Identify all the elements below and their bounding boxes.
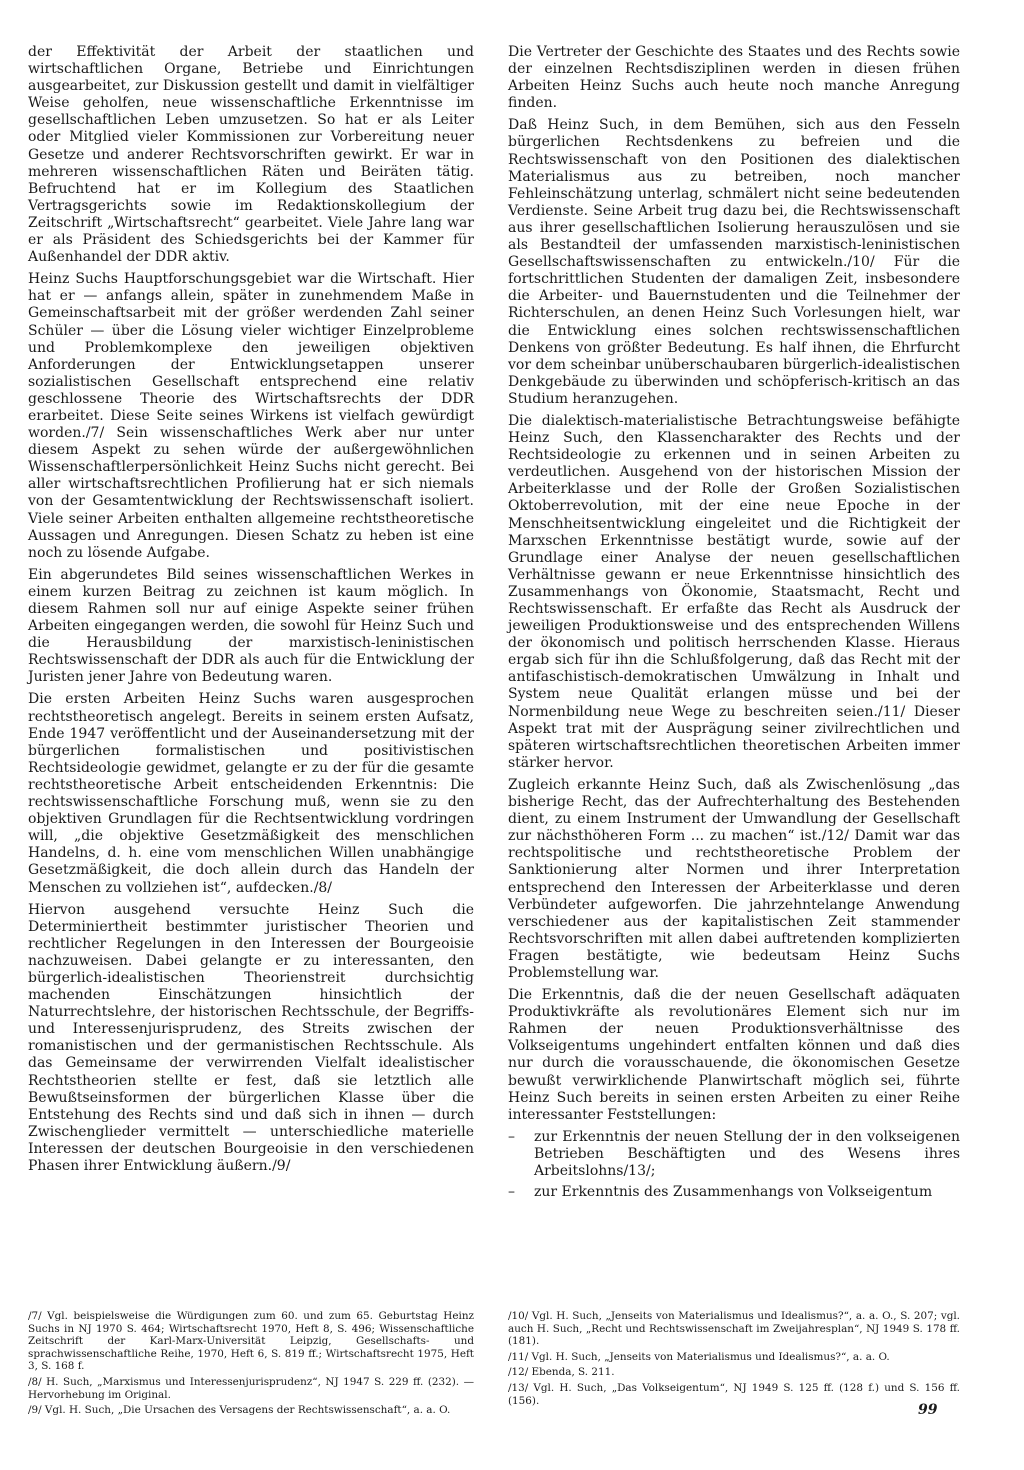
bullet-text: zur Erkenntnis des Zusammenhangs von Volkseigentum — [534, 1183, 933, 1200]
footnote: /11/ Vgl. H. Such, „Jenseits von Materialismus und Idealismus?“, a. a. O. — [508, 1350, 890, 1363]
footnote: /8/ H. Such, „Marxismus und Interessenjurisprudenz“, NJ 1947 S. 229 ff. (232). — Hervorhebung im Original. — [28, 1375, 474, 1401]
bullet-dash: – — [508, 1183, 515, 1200]
paragraph: Hiervon ausgehend versuchte Heinz Such die Determiniertheit bestimmter juristischer Theorien und rechtlicher Regelungen in den Interessen der Bourgeoisie nachzuweisen. Dabei gelangte er zu interessanten, den bürgerlich-idealistischen Theorienstreit durchsichtig machenden Einschätzungen hinsichtlich der Naturrechtslehre, der historischen Rechtsschule, der Begriffs- und Interessenjurisprudenz, des Streits zwischen der romanistischen und der germanistischen Rechtsschule. Als das Gemeinsame der verwirrenden Vielfalt idealistischer Rechtstheorien stellte er fest, daß sie letztlich alle Bewußtseinsformen der bürgerlichen Klasse über die Entstehung des Rechts sind und daß sich in ihnen — durch Zwischenglieder vermittelt — unterschiedliche materielle Interessen der deutschen Bourgeoisie in den verschiedenen Phasen ihrer Entwicklung äußern./9/ — [28, 901, 474, 1174]
paragraph: Die Erkenntnis, daß die der neuen Gesellschaft adäquaten Produktivkräfte als revolutionäres Element sich nur im Rahmen der neuen Produktionsverhältnisse des Volkseigentums ungehindert entfalten können und daß dies nur durch die vorausschauende, die ökonomischen Gesetze bewußt verwirklichende Planwirtschaft möglich sei, führte Heinz Such bereits in seinen ersten Arbeiten zu einer Reihe interessanter Feststellungen: — [508, 987, 960, 1123]
paragraph: Heinz Suchs Hauptforschungsgebiet war die Wirtschaft. Hier hat er — anfangs allein, später in zunehmendem Maße in Gemeinschaftsarbeit mit der größer werdenden Zahl seiner Schüler — über die Lösung vieler wichtiger Einzelprobleme und Problemkomplexe den jeweiligen objektiven Anforderungen der Entwicklungsetappen unserer sozialistischen Gesellschaft entsprechend eine relativ geschlossene Theorie des Wirtschaftsrechts der DDR erarbeitet. Diese Seite seines Wirkens ist vielfach gewürdigt worden./7/ Sein wissenschaftliches Werk aber nur unter diesem Aspekt zu sehen würde der außergewöhnlichen Wissenschaftlerpersönlichkeit Heinz Suchs nicht gerecht. Bei aller wirtschaftsrechtlichen Profilierung hat er sich niemals von der Gesamtentwicklung der Rechtswissenschaft isoliert. Viele seiner Arbeiten enthalten allgemeine rechtstheoretische Aussagen und Anregungen. Diesen Schatz zu heben ist eine noch zu lösende Aufgabe. — [28, 271, 474, 561]
footnote: /13/ Vgl. H. Such, „Das Volkseigentum“, NJ 1949 S. 125 ff. (128 f.) und S. 156 ff. (156). — [508, 1381, 960, 1407]
footnote: /10/ Vgl. H. Such, „Jenseits von Materialismus und Idealismus?“, a. a. O., S. 207; vgl. auch H. Such, „Recht und Rechtswissenschaft im Zweijahresplan“, NJ 1949 S. 178 ff. (181). — [508, 1310, 960, 1348]
paragraph: Ein abgerundetes Bild seines wissenschaftlichen Werkes in einem kurzen Beitrag zu zeichnen ist kaum möglich. In diesem Rahmen soll nur auf einige Aspekte seiner frühen Arbeiten eingegangen werden, die sowohl für Heinz Such und die Herausbildung der marxistisch-leninistischen Rechtswissenschaft der DDR als auch für die Entwicklung der Juristen jener Jahre von Bedeutung waren. — [28, 566, 474, 686]
paragraph: Die Vertreter der Geschichte des Staates und des Rechts sowie der einzelnen Rechtsdisziplinen werden in diesen frühen Arbeiten Heinz Suchs auch heute noch manche Anregung finden. — [508, 44, 960, 112]
bullet-text: zur Erkenntnis der neuen Stellung der in den volkseigenen Betrieben Beschäftigten und des Wesens ihres Arbeitslohns/13/; — [534, 1128, 960, 1179]
page-number: 99 — [918, 1402, 938, 1418]
footnote: /9/ Vgl. H. Such, „Die Ursachen des Versagens der Rechtswissenschaft“, a. a. O. — [28, 1404, 451, 1417]
footnote: /7/ Vgl. beispielsweise die Würdigungen zum 60. und zum 65. Geburtstag Heinz Suchs in NJ 1970 S. 464; Wirtschaftsrecht 1970, Heft 8, S. 496; Wissenschaftliche Zeitschrift der Karl-Marx-Universität Leipzig, Gesellschafts- und sprachwissenschaftliche Reihe, 1970, Heft 6, S. 819 ff.; Wirtschaftsrecht 1975, Heft 3, S. 168 f. — [28, 1310, 474, 1373]
footnotes-left — [28, 1310, 474, 1420]
bullet-item — [508, 1184, 960, 1201]
footnotes-right — [508, 1310, 960, 1410]
paragraph: Daß Heinz Such, in dem Bemühen, sich aus den Fesseln bürgerlichen Rechtsdenkens zu befreien und die Rechtswissenschaft von den Positionen des dialektischen Materialismus aus zu betreiben, noch mancher Fehleinschätzung unterlag, schmälert nicht seine bedeutenden Verdienste. Seine Arbeit trug dazu bei, die Rechtswissenschaft aus ihrer gesellschaftlichen Isolierung herauszulösen und sie als Bestandteil der umfassenden marxistisch-leninistischen Gesellschaftswissenschaften zu entwickeln./10/ Für die fortschrittlichen Studenten der damaligen Zeit, insbesondere die Arbeiter- und Bauernstudenten und die Teilnehmer der Richterschulen, an denen Heinz Such Vorlesungen hielt, war die Entwicklung eines solchen rechtswissenschaftlichen Denkens von größter Bedeutung. Es half ihnen, die Ehrfurcht vor dem scheinbar unüberschaubaren bürgerlich-idealistischen Denkgebäude zu überwinden und schöpferisch-kritisch an das Studium heranzugehen. — [508, 117, 960, 407]
paragraph: der Effektivität der Arbeit der staatlichen und wirtschaftlichen Organe, Betriebe und Einrichtungen ausgearbeitet, zur Diskussion gestellt und damit in vielfältiger Weise geholfen, neue wissenschaftliche Erkenntnisse im gesellschaftlichen Leben umzusetzen. So hat er als Leiter oder Mitglied vieler Kommissionen zur Vorbereitung neuer Gesetze und anderer Rechtsvorschriften gewirkt. Er war in mehreren wissenschaftlichen Räten und Beiräten tätig. Befruchtend hat er im Kollegium des Staatlichen Vertragsgerichts sowie im Redaktionskollegium der Zeitschrift „Wirtschaftsrecht“ gearbeitet. Viele Jahre lang war er als Präsident des Schiedsgerichts bei der Kammer für Außenhandel der DDR aktiv. — [28, 44, 474, 266]
paragraph: Die ersten Arbeiten Heinz Suchs waren ausgesprochen rechtstheoretisch angelegt. Bereits in seinem ersten Aufsatz, Ende 1947 veröffentlicht und der Auseinandersetzung mit der bürgerlichen formalistischen und positivistischen Rechtsideologie gewidmet, gelangte er zu der für die gesamte rechtstheoretische Arbeit entscheidenden Erkenntnis: Die rechtswissenschaftliche Forschung muß, wenn sie zu den objektiven Grundlagen für die Rechtsentwicklung vordringen will, „die objektive Gesetzmäßigkeit des menschlichen Handelns, d. h. eine vom menschlichen Willen unabhängige Gesetzmäßigkeit, die doch allein durch das Handeln der Menschen zu vollziehen ist“, aufdecken./8/ — [28, 691, 474, 896]
bullet-item — [508, 1129, 960, 1180]
bullet-dash: – — [508, 1128, 515, 1145]
right-column — [508, 44, 960, 1205]
paragraph: Die dialektisch-materialistische Betrachtungsweise befähigte Heinz Such, den Klassencharakter des Rechts und der Rechtsideologie zu erkennen und in seinen Arbeiten zu verdeutlichen. Ausgehend von der historischen Mission der Arbeiterklasse und der Rolle der Großen Sozialistischen Oktoberrevolution, mit der eine neue Epoche in der Menschheitsentwicklung eingeleitet und die Richtigkeit der Marxschen Erkenntnisse bestätigt wurde, sowie auf der Grundlage einer Analyse der neuen gesellschaftlichen Verhältnisse gewann er neue Erkenntnisse hinsichtlich des Zusammenhangs von Ökonomie, Staatsmacht, Recht und Rechtswissenschaft. Er erfaßte das Recht als Ausdruck der jeweiligen Produktionsweise und des entsprechenden Willens der ökonomisch und politisch herrschenden Klasse. Hieraus ergab sich für ihn die Schlußfolgerung, daß das Recht mit der antifaschistisch-demokratischen Umwälzung in Inhalt und System neue Qualität erlangen müsse und bei der Normenbildung neue Wege zu beschreiten seien./11/ Dieser Aspekt trat mit der Ausprägung seiner zivilrechtlichen und späteren wirtschaftsrechtlichen theoretischen Arbeiten immer stärker hervor. — [508, 412, 960, 771]
paragraph: Zugleich erkannte Heinz Such, daß als Zwischenlösung „das bisherige Recht, das der Aufrechterhaltung des Bestehenden dient, zu einem Instrument der Umwandlung der Gesellschaft zur nächsthöheren Form ... zu machen“ ist./12/ Damit war das rechtspolitische und rechtstheoretische Problem der Sanktionierung alter Normen und ihrer Interpretation entsprechend den Interessen der Arbeiterklasse und deren Verbündeter aufgeworfen. Die jahrzehntelange Anwendung verschiedener aus der kapitalistischen Zeit stammender Rechtsvorschriften mit allen dabei auftretenden komplizierten Fragen bestätigte, wie bedeutsam Heinz Suchs Problemstellung war. — [508, 776, 960, 981]
left-column — [28, 44, 474, 1180]
footnote: /12/ Ebenda, S. 211. — [508, 1366, 615, 1379]
